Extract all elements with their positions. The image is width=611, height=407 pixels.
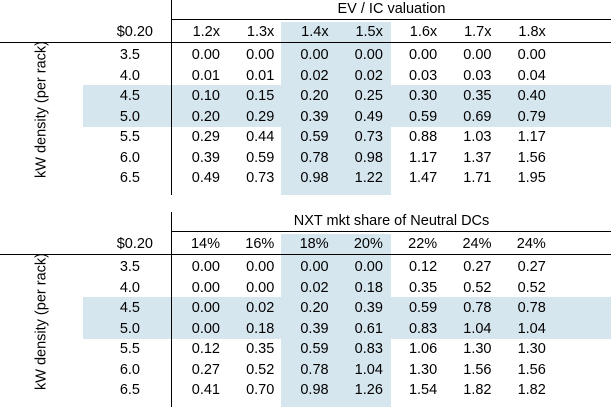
table-cell: 0.41: [191, 382, 220, 398]
table-cell: 0.98: [300, 170, 329, 186]
table-cell: 1.04: [354, 361, 383, 378]
table-cell: 0.01: [191, 67, 220, 84]
table-cell: 1.30: [408, 361, 438, 378]
table-title: NXT mkt share of Neutral DCs: [293, 213, 490, 229]
column-header: 1.3x: [246, 24, 275, 40]
table-cell: 0.27: [463, 259, 492, 275]
table-cell: 0.00: [517, 47, 546, 63]
table-cell: 1.82: [517, 382, 546, 398]
table-cell: 0.02: [300, 279, 329, 296]
table-cell: 0.00: [191, 47, 220, 63]
table-cell: 0.44: [246, 129, 275, 145]
table-cell: 1.82: [463, 382, 492, 398]
table-cell: 0.59: [408, 300, 438, 316]
column-header: 1.4x: [301, 24, 329, 40]
table-cell: 0.78: [300, 149, 329, 166]
table-cell: 0.20: [300, 88, 329, 104]
table-cell: 1.71: [463, 170, 492, 186]
table-cell: 0.52: [246, 361, 275, 378]
row-label: 4.5: [119, 88, 140, 104]
table-cell: 0.59: [246, 149, 275, 166]
column-header: 1.8x: [518, 24, 546, 40]
table-cell: 0.01: [246, 67, 275, 84]
table-cell: 0.35: [463, 88, 492, 104]
table-cell: 0.69: [463, 108, 492, 125]
title-rule: [172, 19, 611, 20]
table-cell: 0.49: [191, 170, 220, 186]
table-cell: 0.49: [354, 108, 383, 125]
table-cell: 0.27: [517, 259, 546, 275]
table-cell: 0.40: [517, 88, 546, 104]
table-cell: 1.95: [517, 170, 546, 186]
table-cell: 1.04: [463, 320, 492, 337]
table-cell: 0.98: [354, 149, 383, 166]
table-cell: 0.15: [246, 88, 275, 104]
column-header: 1.6x: [409, 24, 438, 40]
table-cell: 0.98: [300, 382, 329, 398]
column-header: 24%: [516, 236, 546, 252]
table-cell: 0.39: [300, 108, 329, 125]
table-cell: 0.78: [300, 361, 329, 378]
table-cell: 1.56: [517, 361, 546, 378]
table-cell: 0.02: [246, 300, 275, 316]
table-cell: 0.00: [191, 259, 220, 275]
column-header: 22%: [408, 236, 438, 252]
table-cell: 0.73: [246, 170, 275, 186]
table-cell: 0.00: [354, 47, 383, 63]
table-cell: 0.00: [191, 320, 220, 337]
table-cell: 1.30: [517, 341, 546, 357]
row-label: 5.0: [119, 108, 140, 125]
table-cell: 0.02: [300, 67, 329, 84]
table-cell: 0.18: [354, 279, 383, 296]
table-cell: 0.29: [246, 108, 275, 125]
table-cell: 0.03: [463, 67, 492, 84]
row-label: 3.5: [119, 259, 140, 275]
title-rule: [172, 231, 611, 232]
ev-ic-sensitivity-table: [0, 0, 611, 195]
column-header: 20%: [353, 236, 383, 252]
table-cell: 0.59: [300, 341, 329, 357]
table-cell: 0.00: [191, 300, 220, 316]
header-rule: [0, 42, 611, 43]
table-cell: 0.25: [354, 88, 383, 104]
table-cell: 0.59: [300, 129, 329, 145]
table-cell: 0.35: [408, 279, 438, 296]
row-label: 5.5: [119, 129, 140, 145]
table-cell: 0.00: [300, 47, 329, 63]
row-label: 5.5: [119, 341, 140, 357]
table-cell: 0.12: [191, 341, 220, 357]
row-label: 5.0: [119, 320, 140, 337]
table-cell: 0.00: [246, 259, 275, 275]
table-cell: 0.10: [191, 88, 220, 104]
table-cell: 0.83: [408, 320, 438, 337]
table-cell: 0.04: [517, 67, 546, 84]
table-cell: 1.54: [408, 382, 438, 398]
table-cell: 0.88: [408, 129, 438, 145]
column-header: 24%: [462, 236, 492, 252]
table-cell: 0.73: [354, 129, 383, 145]
table-cell: 1.03: [463, 129, 492, 145]
table-cell: 0.30: [408, 88, 438, 104]
table-cell: 0.39: [191, 149, 220, 166]
column-header: 1.2x: [192, 24, 220, 40]
table-cell: 0.00: [300, 259, 329, 275]
table-cell: 0.00: [191, 279, 220, 296]
corner-label: $0.20: [116, 24, 153, 40]
table-cell: 1.56: [463, 361, 492, 378]
table-cell: 0.52: [517, 279, 546, 296]
table-cell: 0.61: [354, 320, 383, 337]
table-cell: 1.56: [517, 149, 546, 166]
table-cell: 0.20: [300, 300, 329, 316]
table-cell: 0.00: [246, 47, 275, 63]
column-header: 16%: [245, 236, 275, 252]
table-cell: 0.00: [354, 259, 383, 275]
row-label: 4.5: [119, 300, 140, 316]
table-cell: 0.00: [246, 279, 275, 296]
table-cell: 0.03: [408, 67, 438, 84]
table-cell: 0.27: [191, 361, 220, 378]
column-header: 14%: [190, 236, 220, 252]
row-label: 3.5: [119, 47, 140, 63]
table-cell: 0.59: [408, 108, 438, 125]
row-label: 6.0: [119, 361, 140, 378]
row-label: 6.0: [119, 149, 140, 166]
corner-label: $0.20: [116, 236, 153, 252]
table-cell: 0.20: [191, 108, 220, 125]
row-label: 4.0: [119, 279, 140, 296]
table-cell: 0.78: [463, 300, 492, 316]
table-cell: 1.37: [463, 149, 492, 166]
table-cell: 1.17: [517, 129, 546, 145]
table-cell: 0.39: [354, 300, 383, 316]
table-cell: 0.70: [246, 382, 275, 398]
table-cell: 0.39: [300, 320, 329, 337]
table-cell: 0.83: [354, 341, 383, 357]
table-cell: 1.22: [354, 170, 383, 186]
table-cell: 1.47: [408, 170, 438, 186]
y-axis-label: kW density (per rack): [33, 41, 50, 178]
market-share-sensitivity-table: [0, 212, 611, 407]
column-header: 18%: [299, 236, 329, 252]
row-label: 6.5: [119, 170, 140, 186]
table-cell: 0.35: [246, 341, 275, 357]
table-cell: 0.78: [517, 300, 546, 316]
table-cell: 0.79: [517, 108, 546, 125]
table-title: EV / IC valuation: [337, 1, 446, 17]
table-cell: 1.04: [517, 320, 546, 337]
column-header: 1.7x: [464, 24, 492, 40]
table-cell: 1.30: [463, 341, 492, 357]
column-header: 1.5x: [355, 24, 383, 40]
table-cell: 0.52: [463, 279, 492, 296]
table-cell: 0.18: [246, 320, 275, 337]
table-cell: 0.00: [408, 47, 438, 63]
y-axis-label: kW density (per rack): [33, 253, 50, 390]
table-cell: 0.02: [354, 67, 383, 84]
table-cell: 0.29: [191, 129, 220, 145]
table-cell: 1.06: [408, 341, 438, 357]
table-cell: 0.00: [463, 47, 492, 63]
row-label: 6.5: [119, 382, 140, 398]
table-cell: 1.26: [354, 382, 383, 398]
table-cell: 1.17: [408, 149, 438, 166]
table-cell: 0.12: [408, 259, 438, 275]
row-label: 4.0: [119, 67, 140, 84]
header-rule: [0, 254, 611, 255]
